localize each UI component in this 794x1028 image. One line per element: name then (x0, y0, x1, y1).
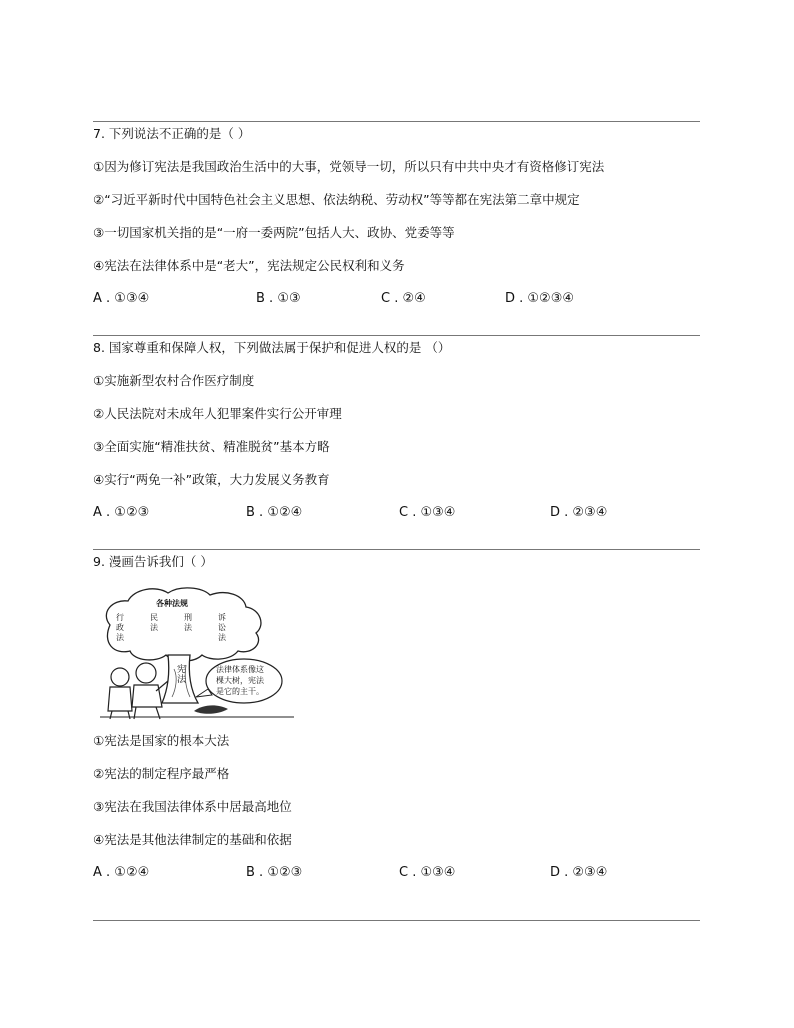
question-9-statement-4: ④宪法是其他法律制定的基础和依据 (93, 832, 292, 847)
cartoon-cloud-col-1: 行政法 (116, 613, 124, 642)
question-7-statement-4: ④宪法在法律体系中是“老大”，宪法规定公民权利和义务 (93, 258, 405, 273)
cartoon-cloud-col-3: 刑法 (184, 613, 192, 632)
question-7-choice-d[interactable]: D . ①②③④ (505, 291, 575, 306)
question-9-choice-d[interactable]: D . ②③④ (550, 865, 608, 880)
question-8-choice-a[interactable]: A . ①②③ (93, 505, 150, 520)
cartoon-cloud-col-4: 诉讼法 (218, 613, 226, 642)
question-7-choice-c[interactable]: C . ②④ (381, 291, 426, 306)
page-bottom-divider (93, 920, 700, 921)
question-8-statement-4: ④实行“两免一补”政策，大力发展义务教育 (93, 472, 330, 487)
cartoon-cloud-col-2: 民法 (150, 613, 158, 632)
cartoon-trunk-label: 宪法 (177, 665, 187, 685)
question-8-choice-b[interactable]: B . ①②④ (246, 505, 303, 520)
question-9-stem: 9. 漫画告诉我们（ ） (93, 554, 213, 569)
question-7-statement-1: ①因为修订宪法是我国政治生活中的大事，党领导一切，所以只有中共中央才有资格修订宪法 (93, 159, 605, 174)
question-8-statement-1: ①实施新型农村合作医疗制度 (93, 373, 255, 388)
law-tree-cartoon (98, 585, 298, 725)
question-9-choices (93, 865, 703, 883)
question-8-statement-2: ②人民法院对未成年人犯罪案件实行公开审理 (93, 406, 342, 421)
question-7-statement-2: ②“习近平新时代中国特色社会主义思想、依法纳税、劳动权”等等都在宪法第二章中规定 (93, 192, 580, 207)
question-7-choice-b[interactable]: B . ①③ (256, 291, 301, 306)
question-8 (93, 340, 703, 523)
question-7-choices (93, 291, 703, 309)
question-8-top-divider (93, 335, 700, 336)
cartoon-bubble-line-1: 法律体系像这 (216, 665, 264, 674)
question-9-choice-a[interactable]: A . ①②④ (93, 865, 150, 880)
cartoon-bubble-line-2: 棵大树，宪法 (216, 676, 264, 685)
question-9-statement-3: ③宪法在我国法律体系中居最高地位 (93, 799, 292, 814)
question-9 (93, 554, 703, 883)
question-9-choice-b[interactable]: B . ①②③ (246, 865, 303, 880)
question-7-statement-3: ③一切国家机关指的是“一府一委两院”包括人大、政协、党委等等 (93, 225, 455, 240)
question-7-choice-a[interactable]: A . ①③④ (93, 291, 150, 306)
cartoon-bubble-line-3: 是它的主干。 (216, 687, 264, 696)
question-8-choice-d[interactable]: D . ②③④ (550, 505, 608, 520)
question-9-statement-2: ②宪法的制定程序最严格 (93, 766, 230, 781)
question-7-top-divider (93, 121, 700, 122)
question-9-choice-c[interactable]: C . ①③④ (399, 865, 456, 880)
cartoon-cloud-title: 各种法规 (156, 599, 188, 608)
question-7-stem: 7. 下列说法不正确的是（ ） (93, 126, 251, 141)
question-8-choice-c[interactable]: C . ①③④ (399, 505, 456, 520)
question-9-statement-1: ①宪法是国家的根本大法 (93, 733, 230, 748)
question-7 (93, 126, 703, 309)
question-8-choices (93, 505, 703, 523)
law-tree-illustration (98, 585, 298, 725)
question-8-statement-3: ③全面实施“精准扶贫、精准脱贫”基本方略 (93, 439, 330, 454)
question-8-stem: 8. 国家尊重和保障人权，下列做法属于保护和促进人权的是 （） (93, 340, 451, 355)
question-9-top-divider (93, 549, 700, 550)
